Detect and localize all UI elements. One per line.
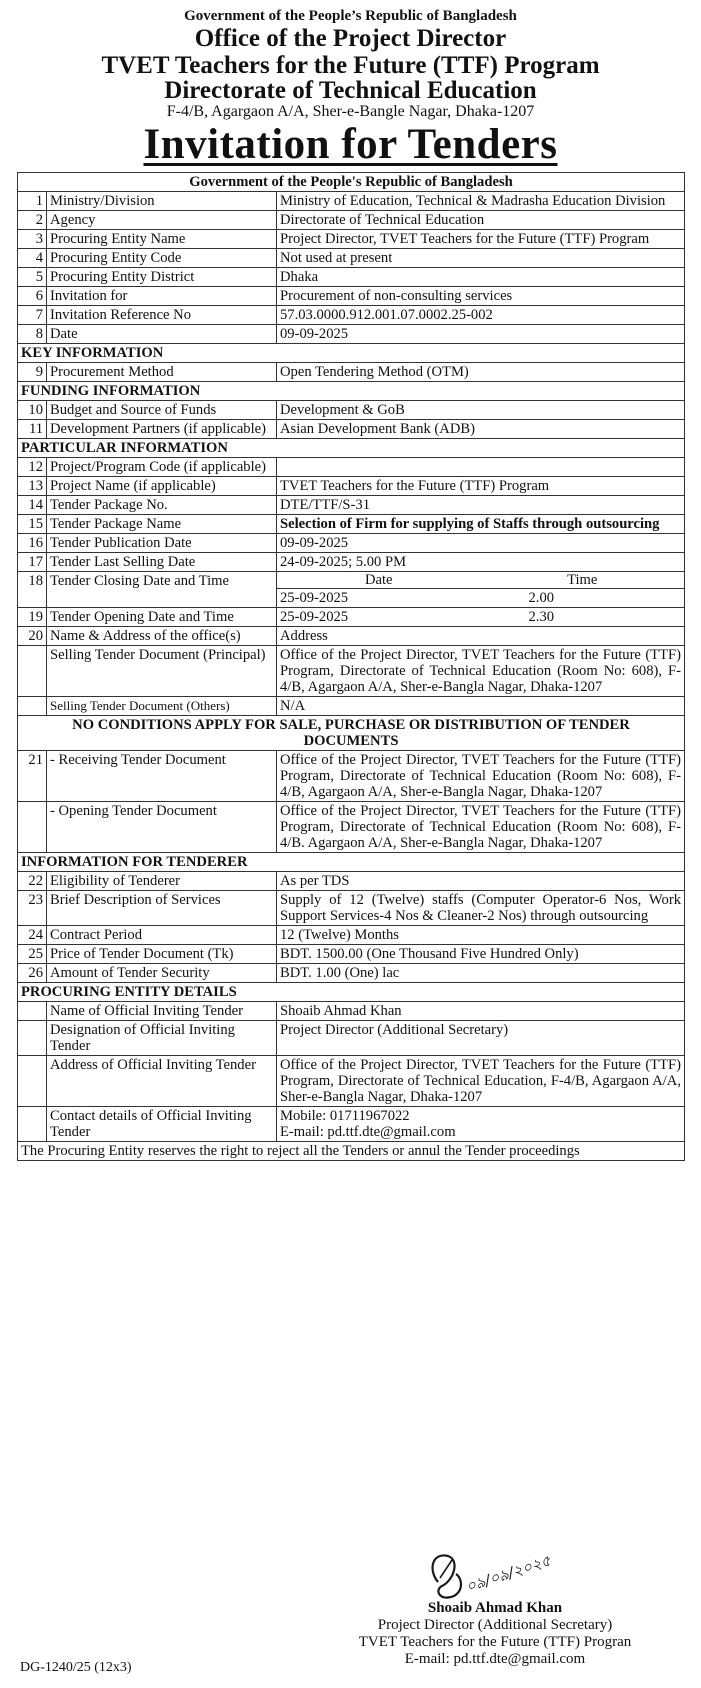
- row-value: Ministry of Education, Technical & Madrasha Education Division: [277, 192, 685, 211]
- row-label: Selling Tender Document (Others): [47, 697, 277, 716]
- row-label: - Opening Tender Document: [47, 802, 277, 853]
- row-value: Supply of 12 (Twelve) staffs (Computer Operator-6 Nos, Work Support Services-4 Nos & Cleaner-2 Nos) through outsourcing: [277, 891, 685, 926]
- row-number: [18, 1056, 47, 1107]
- section-heading: INFORMATION FOR TENDERER: [18, 853, 685, 872]
- row-label: Project Name (if applicable): [47, 477, 277, 496]
- row-label: Tender Opening Date and Time: [47, 608, 277, 627]
- section-heading: NO CONDITIONS APPLY FOR SALE, PURCHASE OR DISTRIBUTION OF TENDER DOCUMENTS: [18, 716, 685, 751]
- row-label: Contact details of Official Inviting Tender: [47, 1107, 277, 1142]
- signatory-program: TVET Teachers for the Future (TTF) Progran: [358, 1634, 632, 1650]
- row-label: Budget and Source of Funds: [47, 401, 277, 420]
- ad-code: DG-1240/25 (12x3): [20, 1660, 132, 1675]
- row-value: Directorate of Technical Education: [277, 211, 685, 230]
- row-value: As per TDS: [277, 872, 685, 891]
- row-value: BDT. 1500.00 (One Thousand Five Hundred Only): [277, 945, 685, 964]
- header-program: TVET Teachers for the Future (TTF) Program: [101, 52, 600, 79]
- row-number: 24: [18, 926, 47, 945]
- row-number: [18, 646, 47, 697]
- row-label: Procuring Entity Code: [47, 249, 277, 268]
- row-label: Amount of Tender Security: [47, 964, 277, 983]
- row-number: [18, 1021, 47, 1056]
- row-label: Ministry/Division: [47, 192, 277, 211]
- table-row: [18, 458, 685, 477]
- row-label: Designation of Official Inviting Tender: [47, 1021, 277, 1056]
- row-value: [277, 1107, 685, 1142]
- table-row: [18, 964, 685, 983]
- row-number: 26: [18, 964, 47, 983]
- row-value: Office of the Project Director, TVET Teachers for the Future (TTF) Program, Directorate of Technical Education, F-4/B, Agargaon A/A, Sher-e-Bangla Nagar, Dhaka-1207: [277, 1056, 685, 1107]
- row-label: Contract Period: [47, 926, 277, 945]
- row-label: Invitation Reference No: [47, 306, 277, 325]
- header-address: F-4/B, Agargaon A/A, Sher-e-Bangle Nagar, Dhaka-1207: [166, 103, 535, 120]
- contact-mobile: Mobile: 01711967022: [280, 1108, 410, 1124]
- table-row: [18, 515, 685, 534]
- header-office: Office of the Project Director: [194, 25, 507, 52]
- row-number: 15: [18, 515, 47, 534]
- row-number: 14: [18, 496, 47, 515]
- row-label: Project/Program Code (if applicable): [47, 458, 277, 477]
- table-row: [18, 192, 685, 211]
- row-label: Name of Official Inviting Tender: [47, 1002, 277, 1021]
- row-number: 12: [18, 458, 47, 477]
- row-value: TVET Teachers for the Future (TTF) Program: [277, 477, 685, 496]
- row-number: 18: [18, 572, 47, 608]
- table-row: [18, 268, 685, 287]
- row-label: Agency: [47, 211, 277, 230]
- table-row: [18, 891, 685, 926]
- row-label: Name & Address of the office(s): [47, 627, 277, 646]
- table-row: [18, 627, 685, 646]
- table-row: [18, 751, 685, 802]
- table-row: [18, 420, 685, 439]
- row-label: Tender Package Name: [47, 515, 277, 534]
- table-row: [18, 1056, 685, 1107]
- table-row: [18, 230, 685, 249]
- row-value: Not used at present: [277, 249, 685, 268]
- row-value: [277, 458, 685, 477]
- closing-time: 2.00: [528, 590, 555, 606]
- row-number: [18, 697, 47, 716]
- table-row: [18, 945, 685, 964]
- row-label: - Receiving Tender Document: [47, 751, 277, 802]
- row-number: [18, 1002, 47, 1021]
- row-value: Office of the Project Director, TVET Teachers for the Future (TTF) Program, Directorate of Technical Education (Room No: 608), F-4/B, Agargaon A/A, Sher-e-Bangla Nagar, Dhaka-1207: [277, 751, 685, 802]
- row-number: 5: [18, 268, 47, 287]
- row-label: Procuring Entity Name: [47, 230, 277, 249]
- row-number: 3: [18, 230, 47, 249]
- row-label: Address of Official Inviting Tender: [47, 1056, 277, 1107]
- header-government: Government of the People’s Republic of Bangladesh: [184, 8, 517, 24]
- row-number: 13: [18, 477, 47, 496]
- table-row: [18, 211, 685, 230]
- table-row: [18, 1107, 685, 1142]
- opening-date: 25-09-2025: [280, 609, 349, 625]
- row-value: Office of the Project Director, TVET Teachers for the Future (TTF) Program, Directorate of Technical Education (Room No: 608), F-4/B. Agargaon A/A, Sher-e-Bangla Nagar, Dhaka-1207: [277, 802, 685, 853]
- table-row: [18, 401, 685, 420]
- row-value: Dhaka: [277, 268, 685, 287]
- row-value: N/A: [277, 697, 685, 716]
- row-value: DTE/TTF/S-31: [277, 496, 685, 515]
- row-label: Selling Tender Document (Principal): [47, 646, 277, 697]
- row-label: Procurement Method: [47, 363, 277, 382]
- table-row: [18, 1142, 685, 1161]
- row-value: Selection of Firm for supplying of Staffs through outsourcing: [277, 515, 685, 534]
- table-row: [18, 802, 685, 853]
- row-value: [277, 608, 685, 627]
- row-number: 4: [18, 249, 47, 268]
- row-label: Date: [47, 325, 277, 344]
- opening-time: 2.30: [528, 609, 555, 625]
- row-number: 1: [18, 192, 47, 211]
- table-row: [18, 926, 685, 945]
- row-number: 8: [18, 325, 47, 344]
- section-heading-row: [18, 853, 685, 872]
- tender-table: [17, 172, 685, 1161]
- section-heading-row: [18, 439, 685, 458]
- row-number: 11: [18, 420, 47, 439]
- row-value: 24-09-2025; 5.00 PM: [277, 553, 685, 572]
- table-row: [18, 287, 685, 306]
- closing-date-time: [277, 572, 684, 607]
- gov-row: Government of the People's Republic of Bangladesh: [18, 173, 685, 192]
- row-label: Eligibility of Tenderer: [47, 872, 277, 891]
- row-number: 16: [18, 534, 47, 553]
- section-heading-row: [18, 344, 685, 363]
- row-value: 12 (Twelve) Months: [277, 926, 685, 945]
- row-label: Tender Last Selling Date: [47, 553, 277, 572]
- row-number: 10: [18, 401, 47, 420]
- table-row: [18, 249, 685, 268]
- row-number: [18, 1107, 47, 1142]
- row-value: Open Tendering Method (OTM): [277, 363, 685, 382]
- row-number: 6: [18, 287, 47, 306]
- row-number: 21: [18, 751, 47, 802]
- page-title: Invitation for Tenders: [143, 121, 558, 168]
- row-value: Project Director (Additional Secretary): [277, 1021, 685, 1056]
- row-label: Tender Closing Date and Time: [47, 572, 277, 608]
- table-row: [18, 1021, 685, 1056]
- row-number: 23: [18, 891, 47, 926]
- section-heading: FUNDING INFORMATION: [18, 382, 685, 401]
- row-label: Price of Tender Document (Tk): [47, 945, 277, 964]
- table-row: [18, 306, 685, 325]
- row-label: Procuring Entity District: [47, 268, 277, 287]
- row-value: Procurement of non-consulting services: [277, 287, 685, 306]
- table-row: [18, 608, 685, 627]
- table-row: [18, 173, 685, 192]
- table-row: [18, 572, 685, 608]
- row-number: 17: [18, 553, 47, 572]
- row-value: 09-09-2025: [277, 325, 685, 344]
- opening-date-time: [277, 608, 684, 626]
- section-heading: PARTICULAR INFORMATION: [18, 439, 685, 458]
- row-value: 57.03.0000.912.001.07.0002.25-002: [277, 306, 685, 325]
- row-number: 20: [18, 627, 47, 646]
- time-header: Time: [481, 572, 685, 589]
- date-header: Date: [277, 572, 481, 589]
- row-value: Shoaib Ahmad Khan: [277, 1002, 685, 1021]
- row-value: Asian Development Bank (ADB): [277, 420, 685, 439]
- footer-note: The Procuring Entity reserves the right to reject all the Tenders or annul the Tender proceedings: [18, 1142, 685, 1161]
- signature-date: ০৯/০৯/২০২৫: [463, 1551, 554, 1596]
- table-row: [18, 646, 685, 697]
- table-row: [18, 697, 685, 716]
- row-number: 19: [18, 608, 47, 627]
- row-number: 22: [18, 872, 47, 891]
- row-value: 09-09-2025: [277, 534, 685, 553]
- section-heading-row: [18, 983, 685, 1002]
- contact-email: E-mail: pd.ttf.dte@gmail.com: [280, 1124, 456, 1140]
- table-row: [18, 534, 685, 553]
- row-label: Tender Publication Date: [47, 534, 277, 553]
- row-label: Invitation for: [47, 287, 277, 306]
- row-number: 9: [18, 363, 47, 382]
- row-value: [277, 572, 685, 608]
- table-row: [18, 872, 685, 891]
- section-heading: KEY INFORMATION: [18, 344, 685, 363]
- row-value: Project Director, TVET Teachers for the Future (TTF) Program: [277, 230, 685, 249]
- table-row: [18, 363, 685, 382]
- header-directorate: Directorate of Technical Education: [164, 77, 537, 104]
- row-number: 25: [18, 945, 47, 964]
- row-label: Brief Description of Services: [47, 891, 277, 926]
- table-row: [18, 496, 685, 515]
- row-number: 7: [18, 306, 47, 325]
- closing-date: 25-09-2025: [280, 590, 349, 606]
- row-value: BDT. 1.00 (One) lac: [277, 964, 685, 983]
- table-row: [18, 477, 685, 496]
- section-heading: PROCURING ENTITY DETAILS: [18, 983, 685, 1002]
- row-value: Address: [277, 627, 685, 646]
- section-heading-row: [18, 382, 685, 401]
- row-number: 2: [18, 211, 47, 230]
- row-value: Office of the Project Director, TVET Teachers for the Future (TTF) Program, Directorate of Technical Education (Room No: 608), F-4/B, Agargaon A/A, Sher-e-Bangla Nagar, Dhaka-1207: [277, 646, 685, 697]
- row-value: Development & GoB: [277, 401, 685, 420]
- signatory-designation: Project Director (Additional Secretary): [377, 1617, 613, 1633]
- section-heading-row: [18, 716, 685, 751]
- row-label: Development Partners (if applicable): [47, 420, 277, 439]
- table-row: [18, 1002, 685, 1021]
- table-row: [18, 553, 685, 572]
- signatory-name: Shoaib Ahmad Khan: [427, 1600, 563, 1616]
- row-number: [18, 802, 47, 853]
- signatory-email: E-mail: pd.ttf.dte@gmail.com: [404, 1651, 586, 1667]
- table-row: [18, 325, 685, 344]
- row-label: Tender Package No.: [47, 496, 277, 515]
- signature-block: [330, 1600, 660, 1668]
